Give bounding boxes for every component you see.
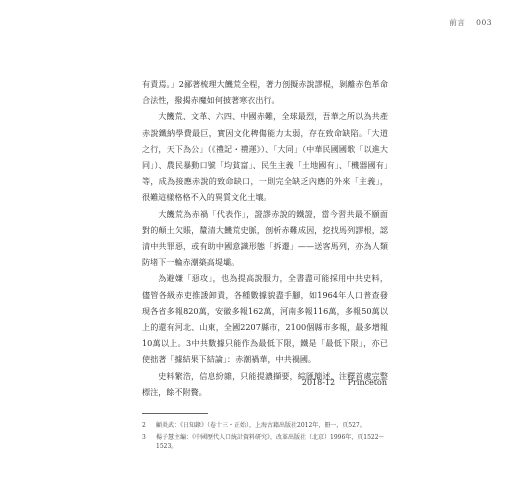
footnote-divider (142, 413, 208, 414)
page-number: 003 (476, 18, 492, 27)
body-text (142, 76, 388, 400)
footnote-item (142, 433, 388, 452)
paragraph-cultural-defect: 大饑荒、文革、六四、中國赤難，全球最烈，吾華之所以為共產赤說鐵納學費最巨，實因文化稗傷能力太弱，存在致命缺陷。「大道之行，天下為公」（《禮記・禮運》）、「大同」（中華民國國歌「以進大同」）、農民暴動口號「均貧富」、民生主義「土地國有」、「機器國有」等，成為接應赤說的致命缺口，一則完全缺乏內應的外來「主義」，很難這樣格格不入的異質文化土壤。 (142, 111, 388, 203)
paragraph-notes-policy: 史料繁浩，信息紛雜，只能提濃擷要，綜匯簡述，注釋首處完整標注，餘不附贅。 (142, 370, 388, 397)
footnote-text: 顧炎武：《日知錄》（卷十三・正始），上海古籍出版社2012年，冊一，頁527。 (156, 422, 366, 429)
paragraph-continued: 有責焉。」2鄙著梳理大饑荒全程，著力剖擬赤說謬棍，剝離赤色革命合法性，撥揭赤魔如何披著寒衣出行。 (142, 79, 388, 106)
signature-place: Princeton (347, 378, 387, 387)
footnote-text: 楊子慧主編：《中國歷代人口統計資料研究》，改革出版社（北京）1996年，頁1522～1523。 (156, 433, 385, 450)
running-head (449, 17, 492, 28)
paragraph-representative-work: 大饑荒為赤禍「代表作」，證謬赤說的鐵證，當今習共最不願面對的顛土欠賬，釐清大饑荒史脈，剖析赤難成因，挖找馬列謬根，認清中共罪惡，或有助中國意識形態「拆遷」——送客馬列，亦為人類防堵下一輪赤潮築高堤壩。 (142, 208, 388, 268)
signature-date: 2018-12 (301, 378, 336, 387)
footnote-number: 3 (142, 433, 146, 441)
running-head-title: 前言 (449, 18, 466, 27)
footnote-number: 2 (142, 422, 146, 429)
footnotes (142, 421, 388, 454)
paragraph-sources: 為避嫌「惡攻」，也為提高說服力，全書盡可能採用中共史料，儘管各級赤吏推諉卸責，各種數據貌盡手腳，如1964年人口普查發現各省多報820萬，安徽多報162萬，河南多報116萬，多報50萬以上的還有河北、山東，全國2207縣市，2100個縣市多報，最多增報10萬以上。3中共數據只能作為最低下限，鐵是「最低下限」，亦已使拙著「據結果下結論」：赤潮禍華，中共禍國。 (142, 273, 388, 365)
signature (302, 378, 387, 387)
footnote-item (142, 421, 388, 431)
